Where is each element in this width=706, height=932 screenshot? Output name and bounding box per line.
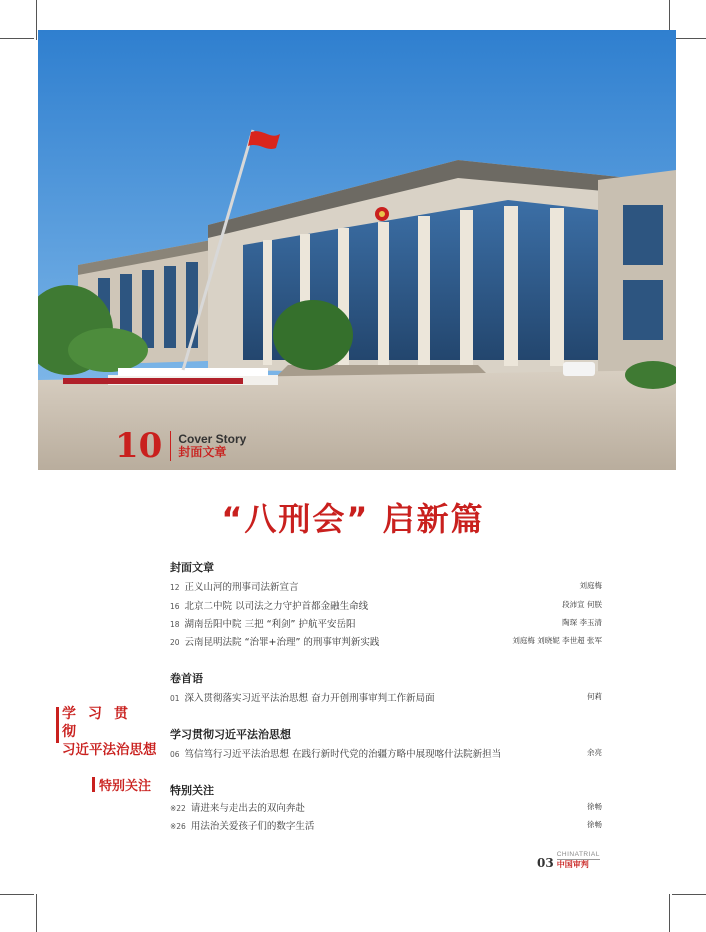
page-number: 03: [537, 855, 554, 870]
crop-mark: [672, 894, 706, 895]
sidebar-theme-label: 特别关注: [99, 779, 152, 794]
sidebar-theme-special: [92, 775, 151, 794]
section-title-special: 特别关注: [170, 784, 214, 797]
sidebar-theme-line2: 习近平法治思想: [62, 742, 157, 758]
crop-mark: [0, 894, 34, 895]
toc-page-number: 16: [170, 602, 180, 611]
toc-author: 徐畅: [587, 820, 602, 829]
toc-row[interactable]: [170, 690, 602, 704]
cover-photo: [38, 30, 676, 470]
toc-article-title: 正义山河的刑事司法新宣言: [184, 582, 299, 593]
section-title-cover: 封面文章: [170, 561, 214, 574]
toc-author: 余亮: [587, 748, 602, 757]
toc-author: 何莉: [587, 692, 602, 701]
toc-page-number: ※22: [170, 804, 186, 813]
page-footer: [537, 852, 600, 869]
toc-author: 徐畅: [587, 802, 602, 811]
cover-story-label: [115, 428, 246, 464]
cover-story-en: Cover Story: [178, 431, 247, 446]
toc-author: 刘庭梅: [579, 581, 602, 590]
toc-article-title: 北京二中院 以司法之力守护首都金融生命线: [184, 601, 369, 612]
cover-story-cn: 封面文章: [178, 445, 227, 459]
crop-mark: [36, 0, 37, 40]
toc-article-title: 用法治关爱孩子们的数字生活: [190, 821, 315, 832]
toc-row[interactable]: [170, 616, 602, 630]
toc-page-number: 20: [170, 638, 180, 647]
section-title-foreword: 卷首语: [170, 672, 203, 685]
cover-story-text: [178, 433, 246, 459]
toc-row[interactable]: [170, 634, 602, 648]
toc-page-number: 12: [170, 583, 180, 592]
cover-story-page-number: 10: [115, 426, 163, 466]
sidebar-theme-line1: 学习贯彻: [62, 706, 140, 740]
toc-author: 段沛宣 何朕: [562, 600, 602, 609]
toc-row[interactable]: [170, 579, 602, 593]
toc-row[interactable]: [170, 746, 602, 760]
magazine-logo: [557, 852, 600, 869]
toc-page-number: ※26: [170, 822, 186, 831]
crop-mark: [672, 38, 706, 39]
toc-article-title: 云南昆明法院 “治罪+治理” 的刑事审判新实践: [184, 637, 380, 648]
toc-article-title: 深入贯彻落实习近平法治思想 奋力开创刑事审判工作新局面: [184, 693, 435, 704]
toc-row[interactable]: [170, 598, 602, 612]
toc-page-number: 06: [170, 750, 180, 759]
toc-row[interactable]: [170, 818, 602, 832]
toc-author: 陶琛 李玉清: [562, 618, 602, 627]
toc-article-title: 湖南岳阳中院 三把 “利剑” 护航平安岳阳: [184, 619, 356, 630]
toc-author: 刘庭梅 刘晓妮 李世超 张军: [512, 636, 602, 645]
sidebar-accent-bar: [56, 707, 59, 743]
toc-article-title: 笃信笃行习近平法治思想 在践行新时代党的治疆方略中展现喀什法院新担当: [184, 749, 502, 760]
crop-mark: [0, 38, 34, 39]
section-title-study: 学习贯彻习近平法治思想: [170, 728, 291, 741]
toc-article-title: 请进来与走出去的双向奔赴: [190, 803, 305, 814]
toc-page-number: 01: [170, 694, 180, 703]
headline: “八刑会” 启新篇: [221, 500, 485, 538]
courthouse-image: [38, 30, 676, 470]
toc-row[interactable]: [170, 800, 602, 814]
crop-mark: [36, 894, 37, 932]
crop-mark: [669, 894, 670, 932]
magazine-logo-en: CHINATRIAL: [556, 851, 600, 858]
magazine-logo-cn: 中国审判: [557, 859, 600, 869]
cover-story-divider: [170, 431, 171, 461]
toc-page-number: 18: [170, 620, 180, 629]
sidebar-accent-bar: [92, 777, 95, 792]
sidebar-theme-study: [56, 705, 162, 759]
